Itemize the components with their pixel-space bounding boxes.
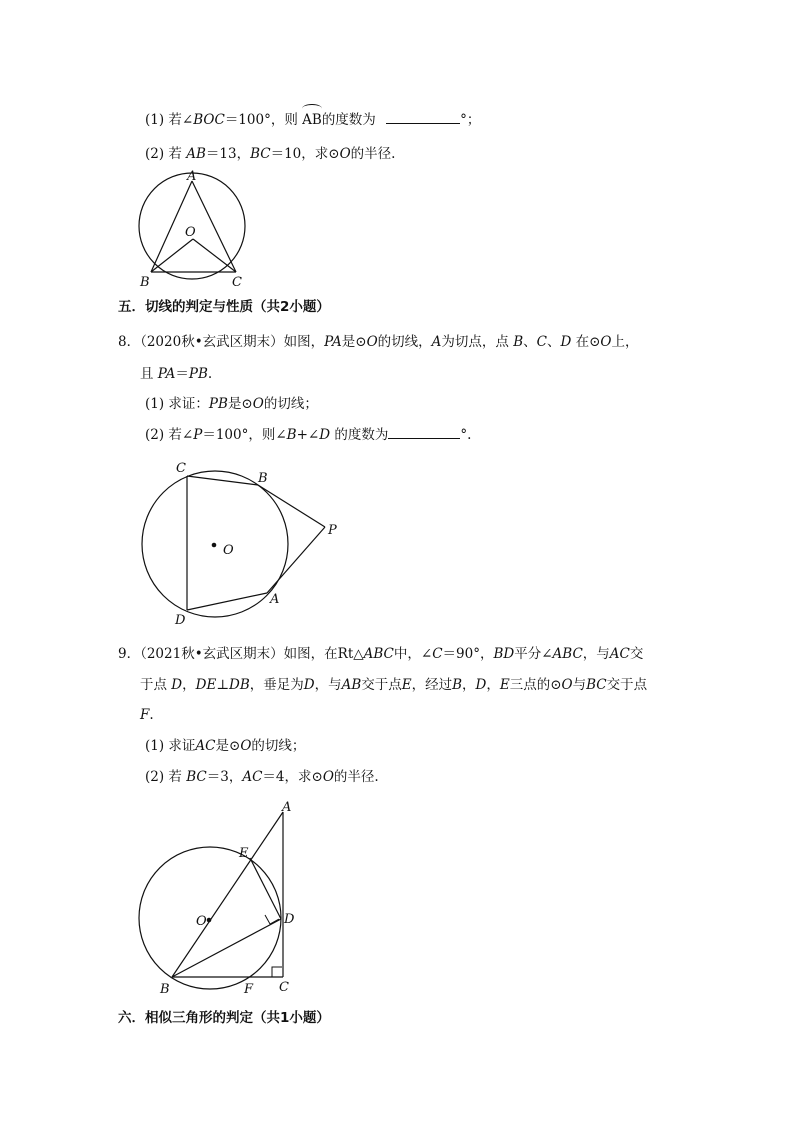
label-b: B bbox=[160, 982, 170, 997]
text: 交于点 bbox=[606, 677, 648, 693]
segment: AC bbox=[195, 738, 216, 754]
text: ⊥ bbox=[216, 677, 230, 693]
label-a: A bbox=[187, 169, 197, 184]
angle-name: ABC bbox=[552, 646, 583, 662]
segment: PB bbox=[188, 366, 208, 382]
label-c: C bbox=[176, 461, 186, 476]
angle-name: C bbox=[432, 646, 443, 662]
point: B bbox=[452, 677, 463, 693]
text: ＝3， bbox=[206, 769, 243, 785]
text: 求证： bbox=[168, 396, 209, 412]
center-dot bbox=[207, 918, 212, 923]
text: 与 bbox=[572, 677, 587, 693]
text: ＝10，求⊙ bbox=[270, 146, 340, 162]
point: D bbox=[171, 677, 183, 693]
part-number: (1) bbox=[145, 396, 165, 412]
triangle-name: ABC bbox=[363, 646, 394, 662]
label-d: D bbox=[175, 613, 186, 628]
text: 的切线； bbox=[263, 396, 318, 412]
text: 、 bbox=[546, 334, 561, 350]
text: 8．（2020秋•玄武区期末）如图， bbox=[118, 334, 325, 350]
point: O bbox=[322, 769, 334, 785]
text: 9．（2021秋•玄武区期末）如图，在Rt△ bbox=[118, 646, 364, 662]
segment-ed bbox=[250, 858, 281, 919]
text: 上， bbox=[611, 334, 639, 350]
part-number: (2) bbox=[145, 769, 165, 785]
segment: AC bbox=[609, 646, 630, 662]
text: +∠ bbox=[296, 427, 320, 443]
text: ＝4，求⊙ bbox=[262, 769, 323, 785]
label-b: B bbox=[258, 471, 268, 486]
point: O bbox=[561, 677, 573, 693]
part-number: (1) bbox=[145, 112, 165, 128]
segment-ab bbox=[172, 812, 283, 977]
part-number: (2) bbox=[145, 427, 165, 443]
text: 的切线； bbox=[251, 738, 306, 754]
text: 于点 bbox=[140, 677, 167, 693]
segment: PA bbox=[324, 334, 342, 350]
text: 三点的⊙ bbox=[509, 677, 562, 693]
text: 是⊙ bbox=[227, 396, 253, 412]
text: . bbox=[149, 707, 154, 723]
text: 在⊙ bbox=[575, 334, 601, 350]
label-p: P bbox=[328, 523, 337, 538]
text: ＝ bbox=[175, 366, 189, 382]
text: 的切线， bbox=[377, 334, 432, 350]
text: 交于点 bbox=[361, 677, 402, 693]
point: O bbox=[339, 146, 351, 162]
segment: DE bbox=[195, 677, 217, 693]
label-c: C bbox=[232, 275, 242, 290]
angle-name: BOC bbox=[193, 112, 225, 128]
segment: AC bbox=[242, 769, 263, 785]
label-e: E bbox=[239, 846, 249, 861]
text: 中，∠ bbox=[393, 646, 433, 662]
segment: BC bbox=[250, 146, 271, 162]
label-f: F bbox=[244, 982, 254, 997]
text: ＝90°， bbox=[442, 646, 494, 662]
point: A bbox=[431, 334, 442, 350]
point: E bbox=[401, 677, 412, 693]
text: 若 bbox=[168, 146, 182, 162]
text: 求证 bbox=[168, 738, 196, 754]
point: D bbox=[560, 334, 572, 350]
point: O bbox=[240, 738, 252, 754]
section-heading-6: 六．相似三角形的判定（共1小题） bbox=[118, 1010, 330, 1026]
text: 为切点，点 bbox=[441, 334, 509, 350]
segment: BC bbox=[586, 677, 607, 693]
text: ＝100°，则 bbox=[224, 112, 298, 128]
segment: PA bbox=[157, 366, 176, 382]
segment: PB bbox=[208, 396, 228, 412]
text: ＝100°，则∠ bbox=[202, 427, 287, 443]
point: D bbox=[303, 677, 315, 693]
text: ， bbox=[462, 677, 476, 693]
text: ， bbox=[486, 677, 500, 693]
segment: BC bbox=[186, 769, 207, 785]
text: 且 bbox=[140, 366, 154, 382]
text: ，经过 bbox=[411, 677, 453, 693]
label-o: O bbox=[196, 914, 207, 929]
label-o: O bbox=[185, 225, 196, 240]
text: 若∠ bbox=[168, 427, 194, 443]
text: 的半径. bbox=[333, 769, 379, 785]
label-a: A bbox=[282, 800, 292, 815]
text: ，与 bbox=[314, 677, 342, 693]
label-d: D bbox=[284, 912, 295, 927]
angle-name: P bbox=[193, 427, 203, 443]
angle-name: D bbox=[319, 427, 331, 443]
segment: AB bbox=[186, 146, 206, 162]
text: ， bbox=[182, 677, 196, 693]
segment: DB bbox=[229, 677, 250, 693]
segment-bd bbox=[172, 919, 281, 977]
angle-name: B bbox=[286, 427, 297, 443]
text: 是⊙ bbox=[341, 334, 367, 350]
section-heading-5: 五．切线的判定与性质（共2小题） bbox=[118, 299, 330, 315]
part-number: (2) bbox=[145, 146, 165, 162]
label-b: B bbox=[140, 275, 150, 290]
text: ，垂足为 bbox=[249, 677, 304, 693]
label-o: O bbox=[223, 543, 234, 558]
text: ＝13， bbox=[205, 146, 251, 162]
point: O bbox=[252, 396, 264, 412]
arc-ab: AB bbox=[302, 112, 322, 128]
point: F bbox=[140, 707, 150, 723]
text: 若 bbox=[168, 769, 182, 785]
text: 、 bbox=[523, 334, 537, 350]
text: 的度数为 bbox=[334, 427, 389, 443]
text: ，与 bbox=[582, 646, 610, 662]
text: 的半径. bbox=[350, 146, 396, 162]
point: E bbox=[499, 677, 510, 693]
segment: AB bbox=[341, 677, 362, 693]
text: 是⊙ bbox=[215, 738, 241, 754]
point: C bbox=[536, 334, 547, 350]
point: B bbox=[513, 334, 524, 350]
right-angle-mark-d bbox=[265, 915, 279, 924]
point: O bbox=[600, 334, 612, 350]
point: D bbox=[475, 677, 487, 693]
text: °； bbox=[460, 112, 481, 128]
text: 交 bbox=[629, 646, 644, 662]
text: 若∠ bbox=[168, 112, 194, 128]
point: O bbox=[366, 334, 378, 350]
label-a: A bbox=[270, 592, 280, 607]
label-c: C bbox=[279, 980, 289, 995]
text: 的度数为 bbox=[321, 112, 376, 128]
part-number: (1) bbox=[145, 738, 165, 754]
text: 平分∠ bbox=[514, 646, 553, 662]
text: °. bbox=[460, 427, 472, 443]
segment: BD bbox=[493, 646, 515, 662]
right-angle-mark-c bbox=[272, 967, 282, 977]
text: . bbox=[207, 366, 213, 382]
